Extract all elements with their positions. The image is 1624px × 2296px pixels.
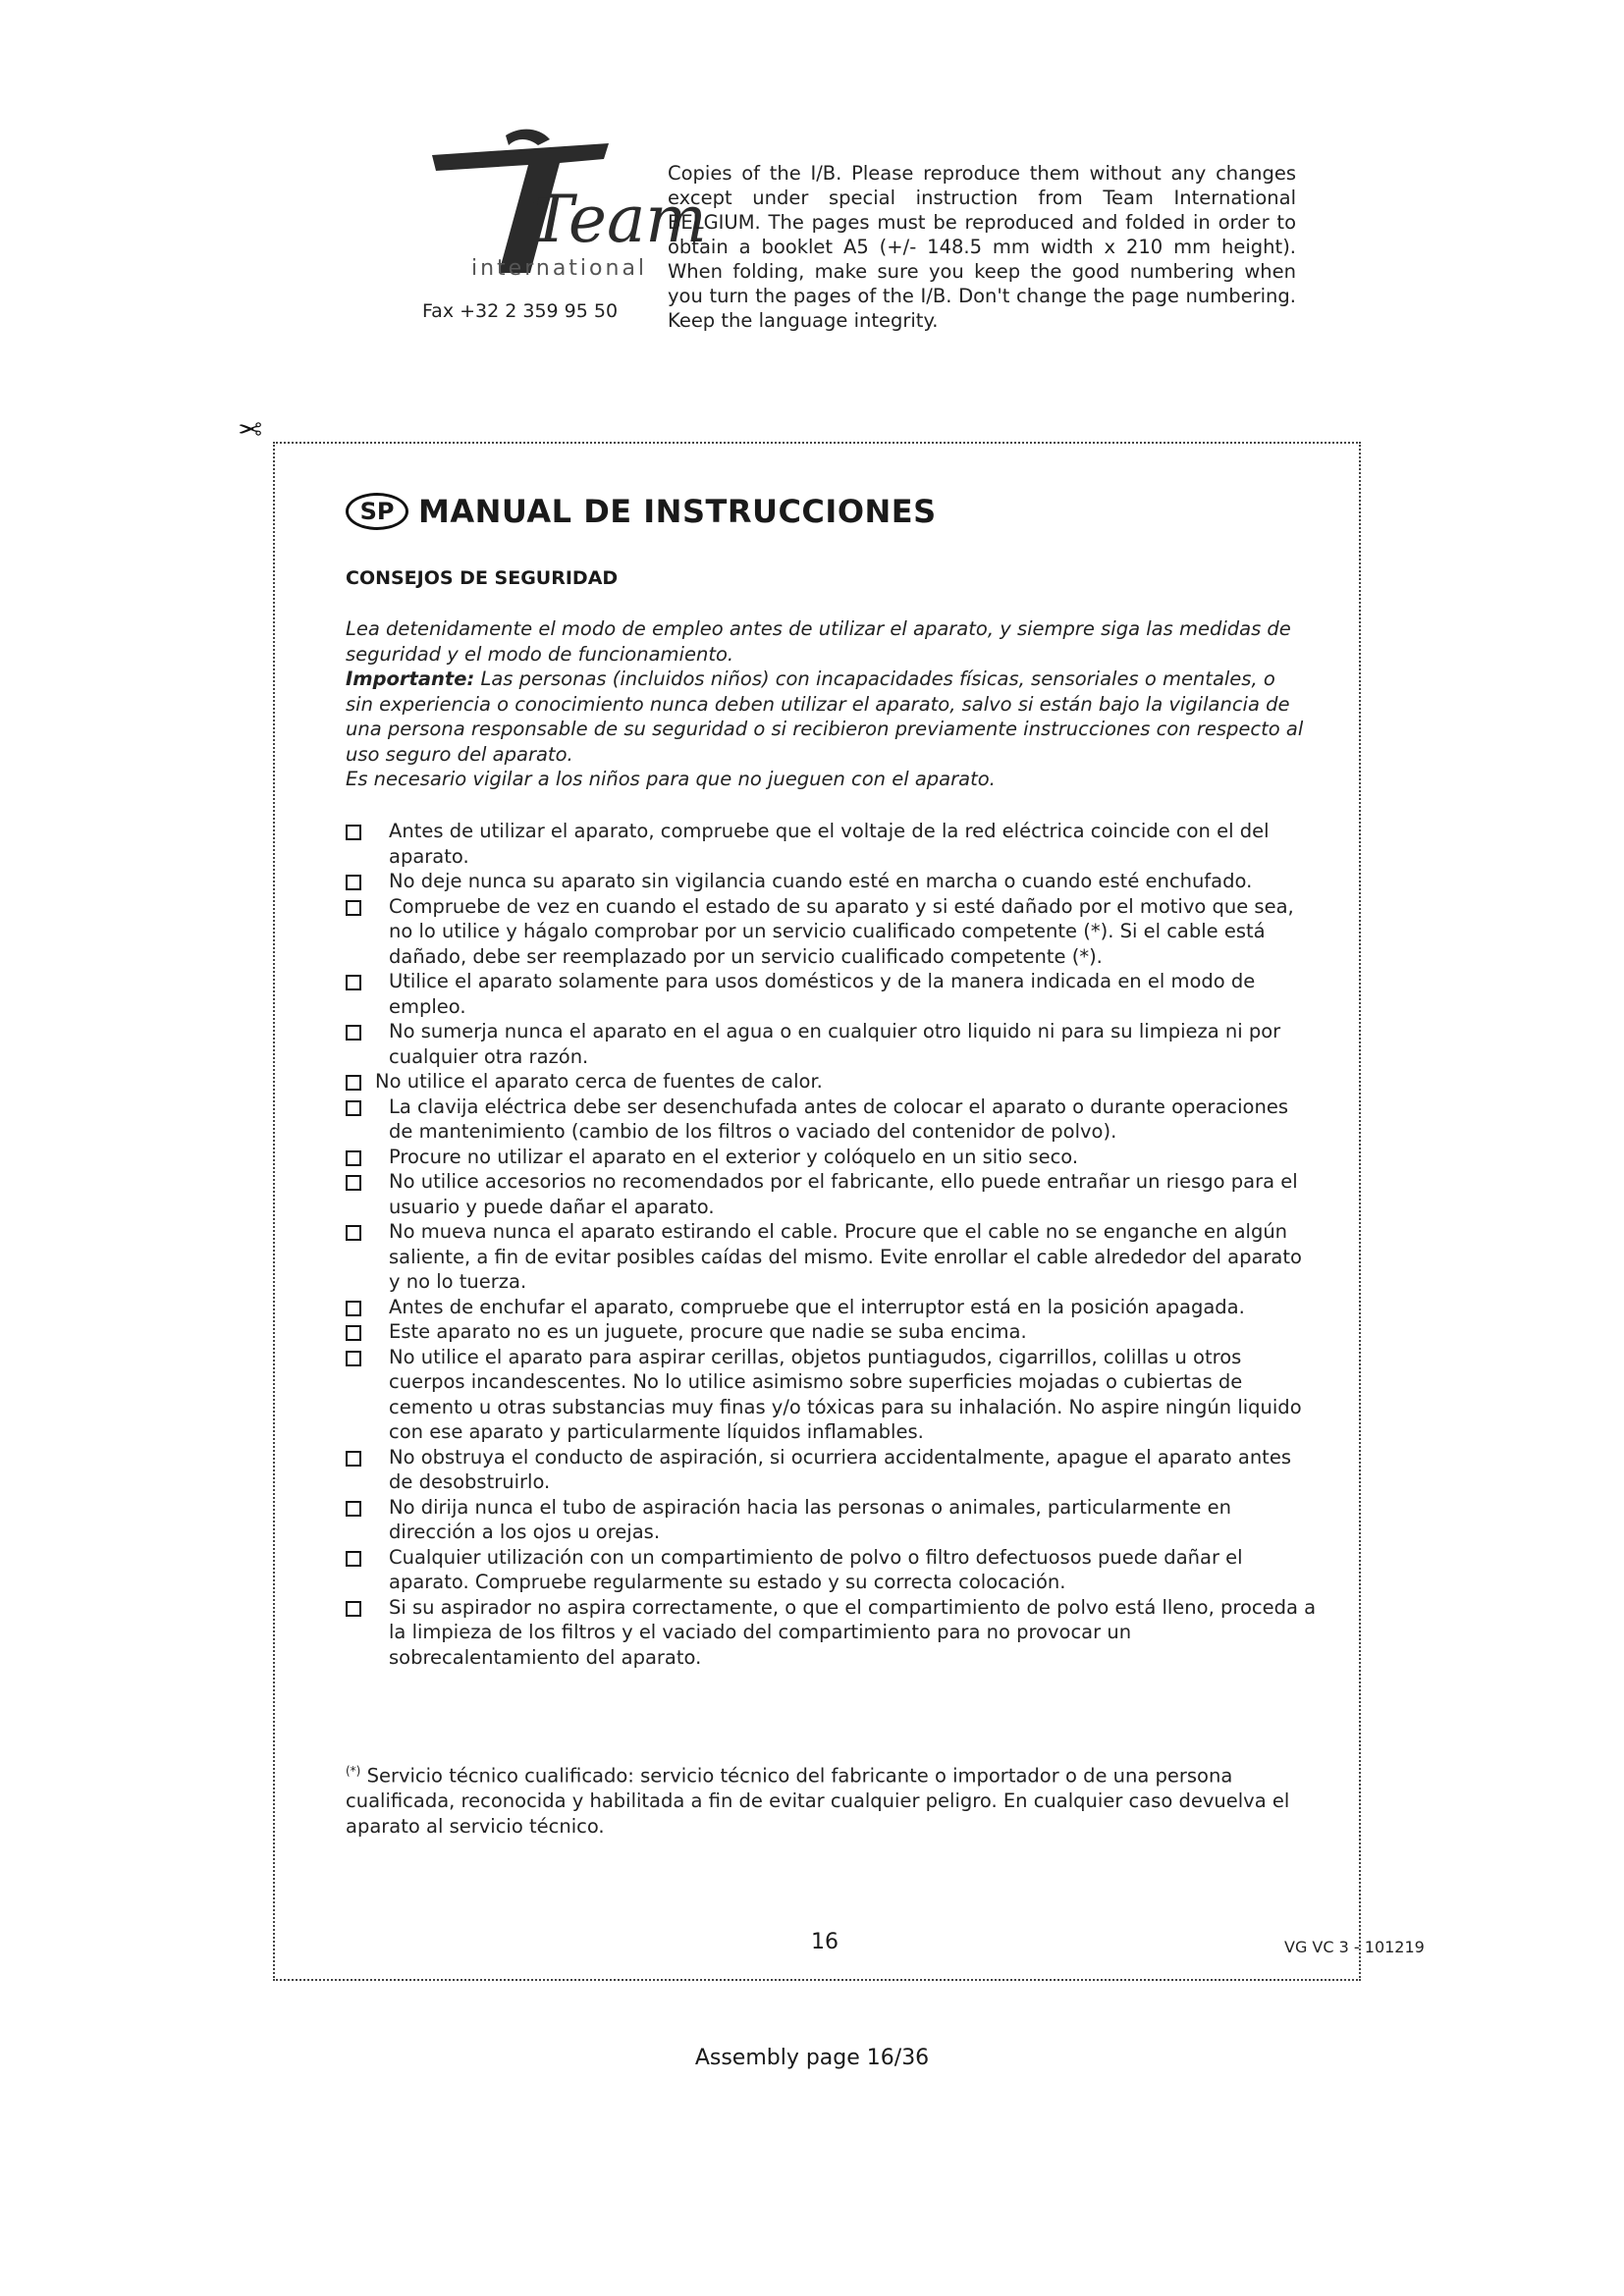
assembly-page-label: Assembly page 16/36 — [694, 2046, 930, 2070]
list-item-text: Compruebe de vez en cuando el estado de su aparato y si esté dañado por el motivo que sea, no lo utilice y hágalo comprobar por un servicio cualificado competente (*). Si el cable está dañado, debe ser reemplazado por un servicio cualificado competente (*). — [389, 894, 1294, 968]
important-text: Las personas (incluidos niños) con incapacidades físicas, sensoriales o mentales, o sin experiencia o conocimiento nunca deben utilizar el aparato, salvo si están bajo la vigilancia de una persona responsable de su seguridad o si recibieron previamente instrucciones con respecto al uso seguro del aparato. — [346, 667, 1304, 766]
checkbox-bullet-icon — [346, 825, 361, 840]
section-heading: CONSEJOS DE SEGURIDAD — [346, 567, 619, 589]
list-item-text: La clavija eléctrica debe ser desenchufada antes de colocar el aparato o durante operaciones de mantenimiento (cambio de los filtros o vaciado del contenidor de polvo). — [389, 1095, 1288, 1143]
copies-note: Copies of the I/B. Please reproduce them without any changes except under special instruction from Team International BELGIUM. The pages must be reproduced and folded in order to obtain a booklet A5 (+/- 148.5 mm width x 210 mm height). When folding, make sure you keep the good numbering when you turn the pages of the I/B. Don't change the page numbering. Keep the language integrity. — [668, 162, 1296, 332]
checkbox-bullet-icon — [346, 1501, 361, 1517]
list-item-text: Utilice el aparato solamente para usos domésticos y de la manera indicada en el modo de empleo. — [389, 970, 1256, 1018]
checkbox-bullet-icon — [346, 1175, 361, 1191]
list-item-text: No utilice accesorios no recomendados por el fabricante, ello puede entrañar un riesgo para el usuario y puede dañar el aparato. — [389, 1170, 1298, 1218]
list-item-text: Procure no utilizar el aparato en el exterior y colóquelo en un sitio seco. — [389, 1145, 1079, 1168]
checkbox-bullet-icon — [346, 1075, 361, 1091]
logo-wordmark: Team — [530, 182, 707, 257]
team-international-logo — [412, 126, 707, 293]
important-label: Importante: — [346, 667, 475, 690]
list-item-text: No obstruya el conducto de aspiración, si ocurriera accidentalmente, apague el aparato antes de desobstruirlo. — [389, 1445, 1291, 1493]
list-item-text: Si su aspirador no aspira correctamente, o que el compartimiento de polvo está lleno, proceda a la limpieza de los filtros y el vaciado del compartimiento para no provocar un sobrecalentamiento del aparato. — [389, 1595, 1317, 1669]
footnote-text: Servicio técnico cualificado: servicio técnico del fabricante o importador o de una persona cualificada, reconocida y habilitada a fin de evitar cualquier peligro. En cualquier caso devuelva el aparato al servicio técnico. — [346, 1764, 1290, 1838]
checkbox-bullet-icon — [346, 875, 361, 890]
fax-number: Fax +32 2 359 95 50 — [422, 300, 619, 322]
list-item-text: Cualquier utilización con un compartimiento de polvo o filtro defectuosos puede dañar el aparato. Compruebe regularmente su estado y su correcta colocación. — [389, 1545, 1243, 1593]
list-item-text: No dirija nunca el tubo de aspiración hacia las personas o animales, particularmente en dirección a los ojos u orejas. — [389, 1495, 1231, 1543]
checkbox-bullet-icon — [346, 1325, 361, 1341]
intro-line-1: Lea detenidamente el modo de empleo antes de utilizar el aparato, y siempre siga las medidas de seguridad y el modo de funcionamiento. — [346, 617, 1291, 666]
list-item — [346, 869, 1318, 894]
list-item-text: No utilice el aparato para aspirar cerillas, objetos puntiagudos, cigarrillos, colillas u otros cuerpos incandescentes. No lo utilice asimismo sobre superficies mojadas o cubiertas de cemento u otras substancias muy finas y/o tóxicas para su inhalación. No aspire ningún liquido con ese aparato y particularmente líquidos inflamables. — [389, 1345, 1302, 1443]
footnote — [346, 1759, 1308, 1839]
checkbox-bullet-icon — [346, 900, 361, 916]
page-title: MANUAL DE INSTRUCCIONES — [418, 493, 937, 530]
list-item — [346, 1019, 1318, 1069]
list-item — [346, 1445, 1318, 1495]
checkbox-bullet-icon — [346, 1601, 361, 1617]
list-item-text: Antes de utilizar el aparato, compruebe que el voltaje de la red eléctrica coincide con el del aparato. — [389, 820, 1270, 868]
checkbox-bullet-icon — [346, 1551, 361, 1567]
checkbox-bullet-icon — [346, 1451, 361, 1467]
list-item-text: No deje nunca su aparato sin vigilancia cuando esté en marcha o cuando esté enchufado. — [389, 870, 1253, 892]
list-item — [346, 969, 1318, 1019]
language-badge: SP — [346, 493, 408, 530]
scissors-icon: ✂ — [238, 410, 263, 445]
checkbox-bullet-icon — [346, 1301, 361, 1316]
checkbox-bullet-icon — [346, 1100, 361, 1116]
list-item — [346, 1145, 1318, 1170]
list-item-text: Este aparato no es un juguete, procure que nadie se suba encima. — [389, 1320, 1027, 1343]
list-item — [346, 1219, 1318, 1295]
list-item-text: No mueva nunca el aparato estirando el cable. Procure que el cable no se enganche en algún saliente, a fin de evitar posibles caídas del mismo. Evite enrollar el cable alrededor del aparato y no lo tuerza. — [389, 1220, 1302, 1293]
checkbox-bullet-icon — [346, 1150, 361, 1166]
list-item — [346, 1345, 1318, 1445]
checkbox-bullet-icon — [346, 975, 361, 990]
safety-list — [346, 819, 1318, 1670]
list-item — [346, 1069, 1318, 1095]
list-item — [346, 1495, 1318, 1545]
model-reference: VG VC 3 - 101219 — [1284, 1938, 1425, 1956]
intro-paragraph — [346, 616, 1308, 792]
list-item — [346, 1545, 1318, 1595]
list-item — [346, 1319, 1318, 1345]
checkbox-bullet-icon — [346, 1225, 361, 1241]
intro-line-3: Es necesario vigilar a los niños para que no jueguen con el aparato. — [346, 768, 996, 790]
page-number: 16 — [811, 1930, 839, 1954]
list-item — [346, 1595, 1318, 1671]
logo-subtitle: international — [471, 256, 648, 281]
manual-title-row — [346, 493, 937, 530]
list-item — [346, 819, 1318, 869]
checkbox-bullet-icon — [346, 1351, 361, 1366]
list-item — [346, 894, 1318, 970]
list-item-text: No utilice el aparato cerca de fuentes de calor. — [375, 1070, 823, 1093]
list-item — [346, 1169, 1318, 1219]
list-item — [346, 1295, 1318, 1320]
footnote-mark: (*) — [346, 1764, 361, 1778]
list-item — [346, 1095, 1318, 1145]
list-item-text: No sumerja nunca el aparato en el agua o en cualquier otro liquido ni para su limpieza ni por cualquier otra razón. — [389, 1020, 1281, 1068]
intro-important — [346, 667, 1308, 767]
list-item-text: Antes de enchufar el aparato, compruebe que el interruptor está en la posición apagada. — [389, 1295, 1245, 1318]
checkbox-bullet-icon — [346, 1025, 361, 1041]
